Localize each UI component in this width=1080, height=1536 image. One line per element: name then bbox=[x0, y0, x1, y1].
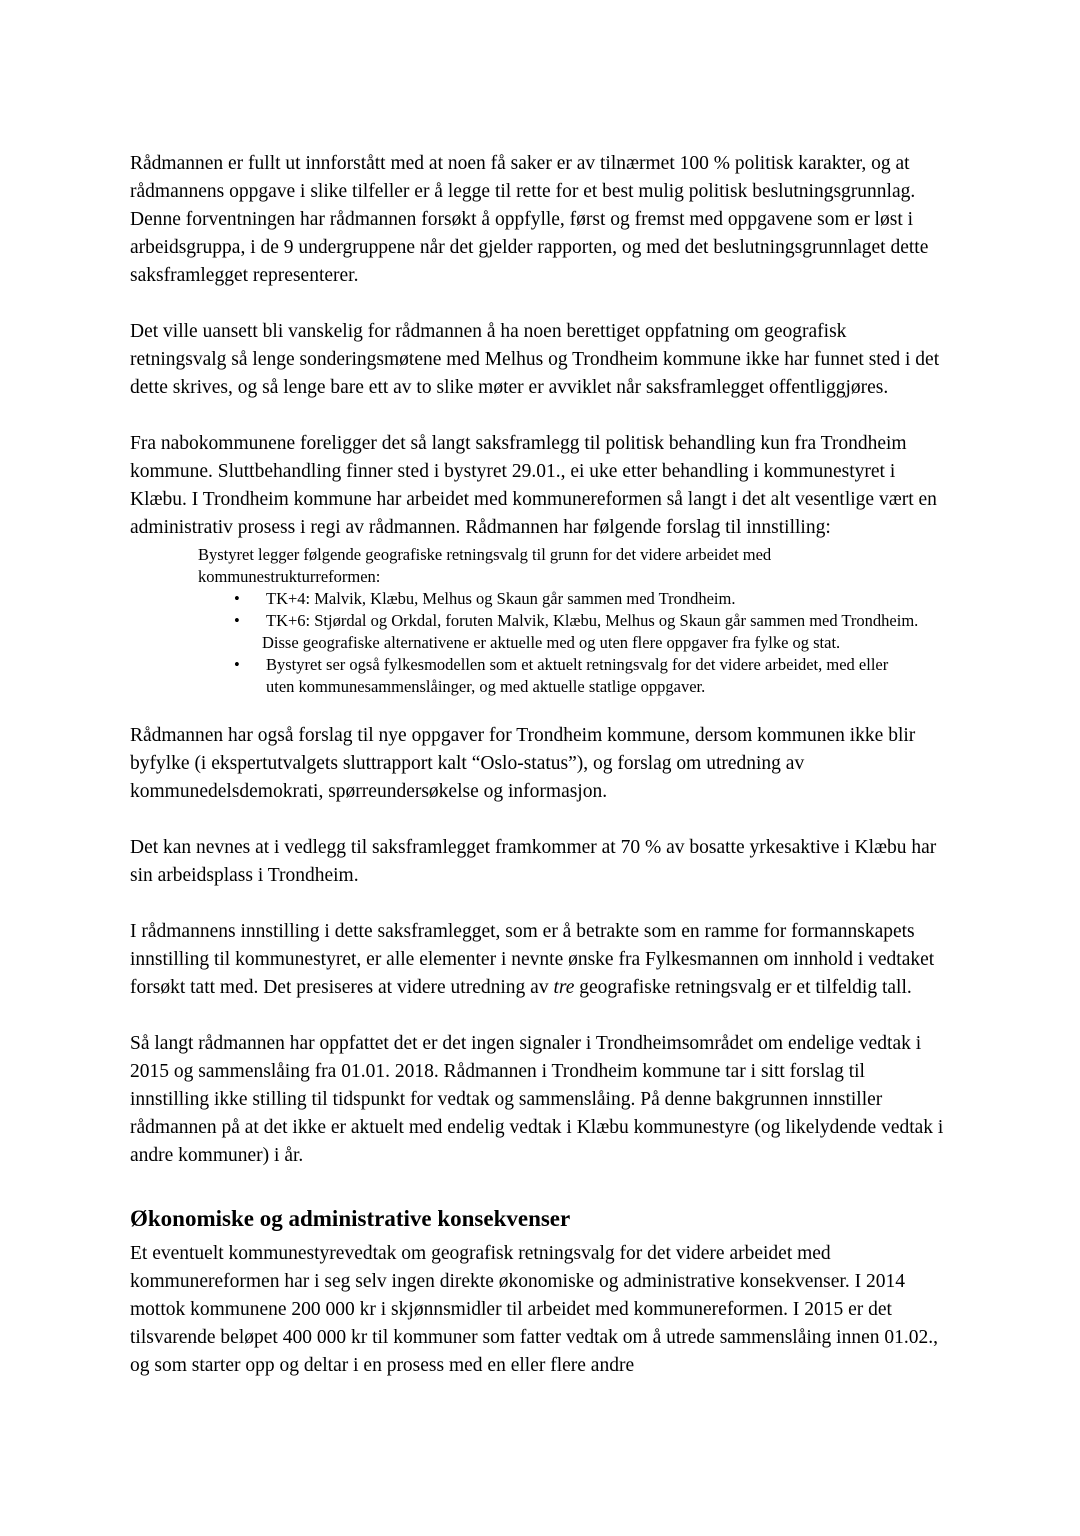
quote-intro: Bystyret legger følgende geografiske retningsvalg til grunn for det videre arbeidet med kommunestrukturreformen: bbox=[198, 545, 772, 586]
paragraph-innstilling-ramme bbox=[130, 918, 947, 1002]
paragraph-ingen-signaler: Så langt rådmannen har oppfattet det er det ingen signaler i Trondheimsområdet om endelige vedtak i 2015 og sammenslåing fra 01.01. 2018. Rådmannen i Trondheim kommune tar i sitt forslag til innstilling ikke stilling til tidspunkt for vedtak og sammenslåing. På denne bakgrunnen innstiller rådmannen på at det ikke er aktuelt med endelig vedtak i Klæbu kommunestyre (og likelydende vedtak i andre kommuner) i år. bbox=[130, 1033, 944, 1166]
bullet-item-tk6 bbox=[230, 610, 920, 632]
section-heading-okonomiske: Økonomiske og administrative konsekvenser bbox=[130, 1206, 571, 1231]
bullet-item-fylkesmodell bbox=[230, 654, 920, 698]
paragraph-part-before-italic: I rådmannens innstilling i dette saksframlegget, som er å betrakte som en ramme for formannskapets innstilling til kommunestyret, er alle elementer i nevnte ønske fra Fylkesmannen om innhold i vedtaket forsøkt tatt med. Det presiseres at videre utredning av bbox=[130, 921, 935, 998]
paragraph-vanskelig-oppfatning: Det ville uansett bli vanskelig for rådmannen å ha noen berettiget oppfatning om geografisk retningsvalg så lenge sonderingsmøtene med Melhus og Trondheim kommune ikke har funnet sted i det dette skrives, og så lenge bare ett av to slike møter er avviklet når saksframlegget offentliggjøres. bbox=[130, 321, 940, 398]
bullet-icon: • bbox=[234, 611, 240, 630]
bullet-text: TK+6: Stjørdal og Orkdal, foruten Malvik, Klæbu, Melhus og Skaun går sammen med Trondheim. bbox=[266, 611, 919, 630]
bullet-icon: • bbox=[234, 589, 240, 608]
paragraph-radmannen-innforstatt: Rådmannen er fullt ut innforstått med at noen få saker er av tilnærmet 100 % politisk karakter, og at rådmannens oppgave i slike tilfeller er å legge til rette for et best mulig politisk beslutningsgrunnlag. Denne forventningen har rådmannen forsøkt å oppfylle, først og fremst med oppgavene som er løst i arbeidsgruppa, i de 9 undergruppene når det gjelder rapporten, og med det beslutningsgrunnlaget dette saksframlegget representerer. bbox=[130, 153, 929, 286]
bullet-text: TK+4: Malvik, Klæbu, Melhus og Skaun går sammen med Trondheim. bbox=[266, 589, 736, 608]
bullet-icon: • bbox=[234, 655, 240, 674]
paragraph-nye-oppgaver: Rådmannen har også forslag til nye oppgaver for Trondheim kommune, dersom kommunen ikke blir byfylke (i ekspertutvalgets sluttrapport kalt “Oslo-status”), og forslag om utredning av kommunedelsdemokrati, spørreundersøkelse og informasjon. bbox=[130, 725, 916, 802]
paragraph-vedlegg-yrkesaktive: Det kan nevnes at i vedlegg til saksframlegget framkommer at 70 % av bosatte yrkesaktive i Klæbu har sin arbeidsplass i Trondheim. bbox=[130, 837, 937, 886]
innstilling-quote-block bbox=[130, 544, 947, 698]
bullet-item-tk4 bbox=[230, 588, 920, 610]
bullet-text: Bystyret ser også fylkesmodellen som et aktuelt retningsvalg for det videre arbeidet, med eller uten kommunesammenslåinger, og med aktuelle statlige oppgaver. bbox=[266, 655, 889, 696]
paragraph-nabokommunene: Fra nabokommunene foreligger det så langt saksframlegg til politisk behandling kun fra Trondheim kommune. Sluttbehandling finner sted i bystyret 29.01., ei uke etter behandling i kommunestyret i Klæbu. I Trondheim kommune har arbeidet med kommunereformen så langt i det alt vesentlige vært en administrativ prosess i regi av rådmannen. Rådmannen har følgende forslag til innstilling: bbox=[130, 433, 937, 538]
paragraph-okonomiske-konsekvenser: Et eventuelt kommunestyrevedtak om geografisk retningsvalg for det videre arbeidet med kommunereformen har i seg selv ingen direkte økonomiske og administrative konsekvenser. I 2014 mottok kommunene 200 000 kr i skjønnsmidler til arbeidet med kommunereformen. I 2015 er det tilsvarende beløpet 400 000 kr til kommuner som fatter vedtak om å utrede sammenslåing innen 01.02., og som starter opp og deltar i en prosess med en eller flere andre bbox=[130, 1243, 938, 1376]
paragraph-part-after-italic: geografiske retningsvalg er et tilfeldig tall. bbox=[574, 977, 912, 998]
bullet-continuation-line: Disse geografiske alternativene er aktuelle med og uten flere oppgaver fra fylke og stat. bbox=[262, 633, 841, 652]
bullet-list bbox=[230, 588, 920, 698]
italic-word-tre: tre bbox=[553, 977, 575, 998]
